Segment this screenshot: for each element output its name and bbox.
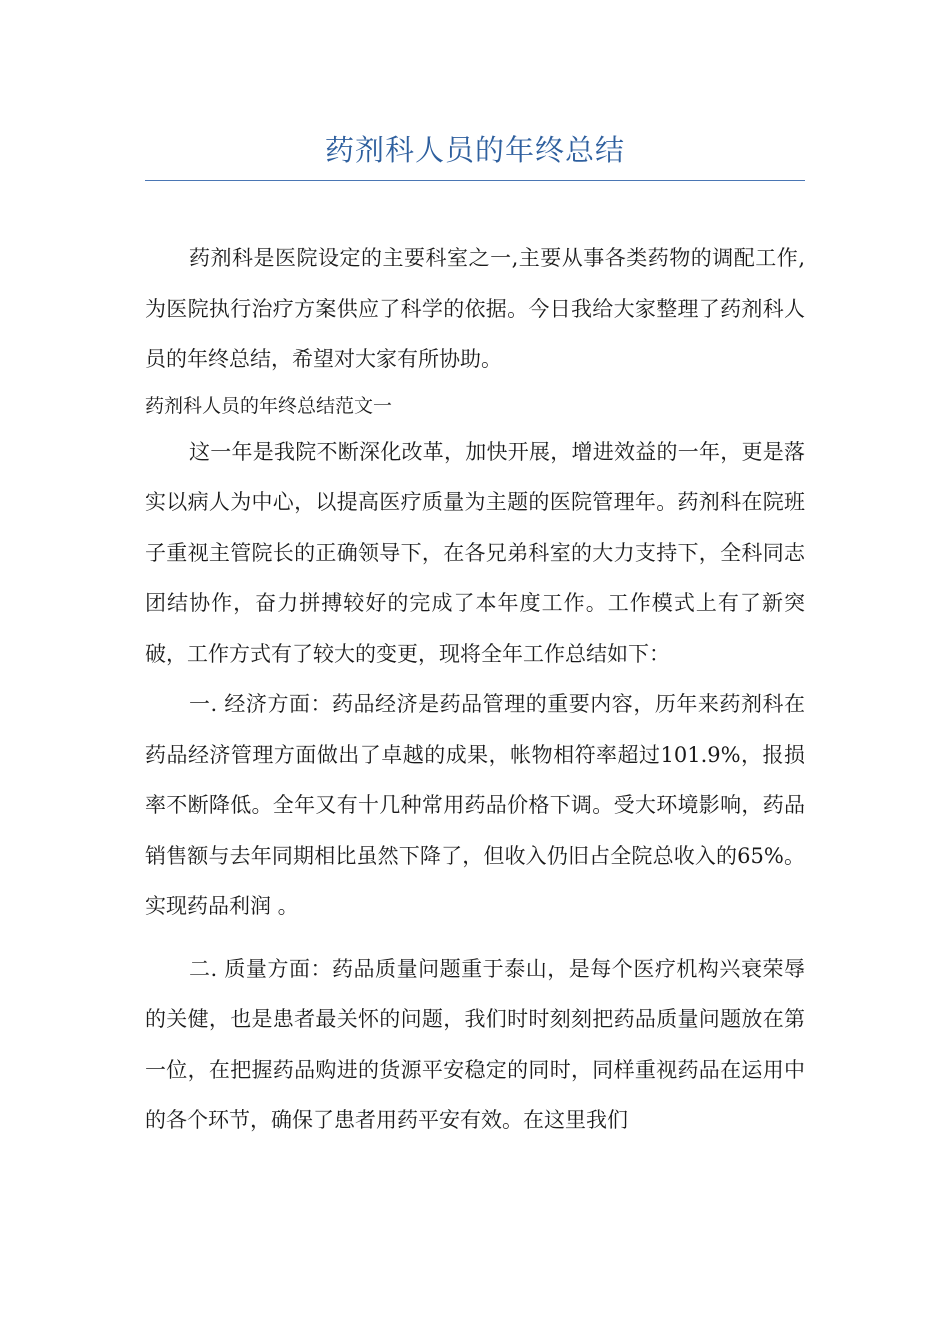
section-heading: 药剂科人员的年终总结范文一 xyxy=(145,394,393,417)
body-paragraph-2: 一. 经济方面：药品经济是药品管理的重要内容，历年来药剂科在药品经济管理方面做出了卓越的成果，帐物相符率超过101.9%，报损率不断降低。全年又有十几种常用药品价格下调。受大环境影响，药品销售额与去年同期相比虽然下降了，但收入仍旧占全院总收入的65%。实现药品利润 。 xyxy=(145,692,805,918)
paragraph-gap xyxy=(145,932,805,944)
body-paragraph-1: 这一年是我院不断深化改革，加快开展，增进效益的一年，更是落实以病人为中心，以提高医疗质量为主题的医院管理年。药剂科在院班子重视主管院长的正确领导下，在各兄弟科室的大力支持下，全科同志团结协作，奋力拼搏较好的完成了本年度工作。工作模式上有了新突破，工作方式有了较大的变更，现将全年工作总结如下： xyxy=(145,439,805,666)
document-body xyxy=(145,233,805,1146)
document-title: 药剂科人员的年终总结 xyxy=(324,133,625,167)
title-underline xyxy=(145,180,805,181)
body-paragraph-3: 二. 质量方面：药品质量问题重于泰山，是每个医疗机构兴衰荣辱的关健，也是患者最关怀的问题，我们时时刻刻把药品质量问题放在第一位，在把握药品购进的货源平安稳定的同时，同样重视药品在运用中的各个环节，确保了患者用药平安有效。在这里我们 xyxy=(145,956,805,1132)
intro-paragraph: 药剂科是医院设定的主要科室之一,主要从事各类药物的调配工作,为医院执行治疗方案供应了科学的依据。今日我给大家整理了药剂科人员的年终总结，希望对大家有所协助。 xyxy=(145,246,805,371)
